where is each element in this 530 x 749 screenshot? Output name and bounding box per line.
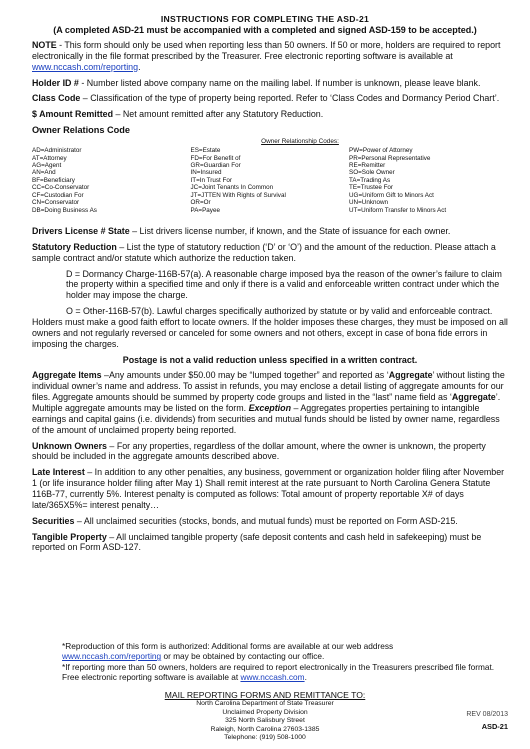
address-line: Telephone: (919) 508-1000 (224, 734, 306, 742)
amount-remitted-label: $ Amount Remitted (32, 109, 114, 120)
owner-code: TE=Trustee For (349, 184, 394, 192)
owner-codes-heading: Owner Relationship Codes: (261, 138, 339, 146)
owner-code: OR=Or (190, 199, 211, 207)
unknown-owners-label: Unknown Owners (32, 440, 107, 451)
late-interest-paragraph (32, 467, 508, 510)
aggregate-word-1: Aggregate (388, 370, 433, 381)
tangible-paragraph (32, 532, 508, 554)
class-code-paragraph (32, 93, 508, 104)
electronic-reporting-note (62, 662, 500, 682)
tangible-text: – All unclaimed tangible property (safe deposit contents and cash held in safekeeping) must be reported on Form ASD-127. (32, 531, 482, 553)
owner-code: AT=Attorney (32, 154, 67, 162)
unknown-owners-text: – For any properties, regardless of the dollar amount, where the owner is unknown, the property should be included in the aggregate amounts described above. (32, 440, 486, 462)
owner-codes-column-1 (32, 147, 191, 214)
owner-codes-table (32, 147, 508, 214)
statutory-reduction-paragraph (32, 242, 508, 264)
late-interest-label: Late Interest (32, 467, 85, 478)
unknown-owners-paragraph (32, 441, 508, 463)
amount-remitted-paragraph (32, 109, 508, 120)
mailing-title: MAIL REPORTING FORMS AND REMITTANCE TO: (164, 690, 366, 700)
note-label: NOTE (32, 40, 57, 50)
instructions-body (32, 40, 508, 558)
class-code-label: Class Code (32, 93, 81, 104)
owner-code: FD=For Benefit of (190, 154, 241, 162)
drivers-license-text: – List drivers license number, if known, and the State of issuance for each owner. (129, 225, 451, 236)
owner-code: TA=Trading As (349, 176, 391, 184)
aggregate-text-4: – Aggregates properties pertaining to intangible earnings and capital gains (i.e. dividends) from securities and mutual funds should be listed by owner name, regardless of the amount of unclaimed property being reported. (32, 403, 500, 435)
revision-date: REV 08/2013 (466, 711, 508, 718)
owner-code: CC=Co-Conservator (32, 184, 90, 192)
owner-code: ES=Estate (190, 147, 221, 155)
address-line: Unclaimed Property Division (222, 708, 308, 716)
reproduction-end: or may be obtained by contacting our office. (161, 651, 325, 662)
reproduction-note (62, 641, 500, 661)
aggregate-paragraph (32, 370, 508, 435)
aggregate-word-2: Aggregate (451, 392, 496, 403)
reproduction-link[interactable]: www.nccash.com/reporting (62, 651, 162, 662)
reduction-o-paragraph: O = Other-116B-57(b). Lawful charges specifically authorized by statute or by valid and enforceable contract. (66, 306, 493, 317)
footnotes (62, 641, 500, 682)
reporting-link[interactable]: www.nccash.com/reporting (32, 61, 139, 72)
owner-code: BF=Beneficiary (32, 176, 75, 184)
address-line: North Carolina Department of State Treasurer (196, 700, 334, 708)
owner-code: RE=Remitter (349, 162, 386, 170)
owner-code: JC=Joint Tenants In Common (190, 184, 274, 192)
owner-codes-column-2 (191, 147, 350, 214)
note-paragraph (32, 40, 508, 73)
mailing-address (30, 700, 500, 742)
owner-code: UN=Unknown (349, 199, 389, 207)
owner-code: DB=Doing Business As (32, 206, 97, 214)
page-subtitle: (A completed ASD-21 must be accompanied with a completed and signed ASD-159 to be accepted.) (53, 25, 477, 36)
mailing-block (30, 690, 500, 743)
owner-code: IN=Insured (190, 169, 222, 177)
owner-code: JT=JTTEN With Rights of Survival (190, 191, 286, 199)
owner-code: AD=Administrator (32, 147, 82, 155)
address-line: 325 North Salisbury Street (225, 717, 305, 725)
owner-code: PA=Payee (190, 206, 220, 214)
aggregate-text-3: ’. Multiple aggregate amounts may be listed on the form. (32, 392, 501, 414)
reproduction-text: *Reproduction of this form is authorized: Additional forms are available at our web address (62, 641, 394, 651)
aggregate-exception: Exception (248, 403, 291, 414)
aggregate-text-2: ’ without listing the individual owner’s name and address. To assist in refunds, you may enclose a detail listing of aggregate amounts for our files. Aggregate amounts should be summed by property code groups and listed in the “last” name field as ‘ (32, 370, 505, 403)
holder-id-text: - Number listed above company name on the mailing label. If number is unknown, please leave blank. (78, 77, 481, 88)
aggregate-label: Aggregate Items (32, 370, 102, 381)
owner-code: CF=Custodian For (32, 191, 84, 199)
owner-relations-heading: Owner Relations Code (32, 125, 131, 136)
owner-code: PR=Personal Representative (349, 154, 431, 162)
owner-code: UG=Uniform Gift to Minors Act (349, 191, 434, 199)
statutory-reduction-text: – List the type of statutory reduction (‘D’ or ‘O’) and the amount of the reduction. Please attach a sample contract and/or statute which authorize the reduction taken. (32, 241, 496, 263)
form-number: ASD-21 (481, 722, 508, 731)
page-title: INSTRUCTIONS FOR COMPLETING THE ASD-21 (160, 14, 370, 24)
nccash-link[interactable]: www.nccash.com (240, 672, 305, 683)
tangible-label: Tangible Property (32, 531, 107, 542)
owner-code: IT=In Trust For (190, 176, 232, 184)
holder-id-paragraph (32, 78, 508, 89)
securities-paragraph (32, 516, 508, 527)
note-end: . (138, 61, 141, 72)
drivers-license-label: Drivers License # State (32, 225, 130, 236)
reduction-d-paragraph: D = Dormancy Charge-116B-57(a). A reasonable charge imposed bya the reason of the owner’s failure to claim the property within a specified time and only if there is a valid and enforceable written contract under which the holder may impose the charge. (66, 268, 502, 301)
postage-note: Postage is not a valid reduction unless specified in a written contract. (122, 354, 418, 365)
class-code-text: – Classification of the type of property being reported. Refer to ‘Class Codes and Dormancy Period Chart’. (80, 93, 500, 104)
owner-code: CN=Conservator (32, 199, 80, 207)
reporting-text: *If reporting more than 50 owners, holders are required to report electronically in the Treasurers prescribed file format. Free electronic reporting software is available at (62, 662, 495, 683)
owner-code: PW=Power of Attorney (349, 147, 413, 155)
note-text: - This form should only be used when reporting less than 50 owners. If 50 or more, holders are required to report electronically in the file format prescribed by the Treasurer. Free electronic reporting software is available at (32, 40, 501, 61)
owner-code: UT=Uniform Transfer to Minors Act (349, 206, 447, 214)
statutory-reduction-label: Statutory Reduction (32, 241, 117, 252)
reporting-end: . (304, 672, 307, 683)
owner-code: SO=Sole Owner (349, 169, 395, 177)
holder-id-label: Holder ID # (32, 77, 79, 88)
securities-text: – All unclaimed securities (stocks, bonds, and mutual funds) must be reported on Form ASD-215. (74, 515, 458, 526)
late-interest-text: – In addition to any other penalties, any business, government or organization holder filing after November 1 (or life insurance holder filing after May 1) Shall remit interest at the rate pursuant to North Carolina Genera Statute 116B-77, currently 5%. Interest penalty is computed as follows: Total amount of property reportable X# of days late/365X5%= interest penalty… (32, 467, 505, 510)
owner-code: AG=Agent (32, 162, 62, 170)
aggregate-text-1: –Any amounts under $50.00 may be “lumped together” and reported as ‘ (101, 370, 389, 381)
securities-label: Securities (32, 515, 75, 526)
reduction-o-continued: Holders must make a good faith effort to locate owners. If the holder imposes these charges, they must be imposed on all owners and not regularly reversed or canceled for some owners and not others, except in case of bona fide errors in imposing the charges. (32, 317, 508, 349)
amount-remitted-text: – Net amount remitted after any Statutory Reduction. (113, 109, 324, 120)
drivers-license-paragraph (32, 226, 508, 237)
owner-codes-column-3 (349, 147, 508, 214)
owner-code: GR=Guardian For (190, 162, 241, 170)
address-line: Raleigh, North Carolina 27603-1385 (210, 725, 320, 733)
owner-code: AN=And (32, 169, 56, 177)
